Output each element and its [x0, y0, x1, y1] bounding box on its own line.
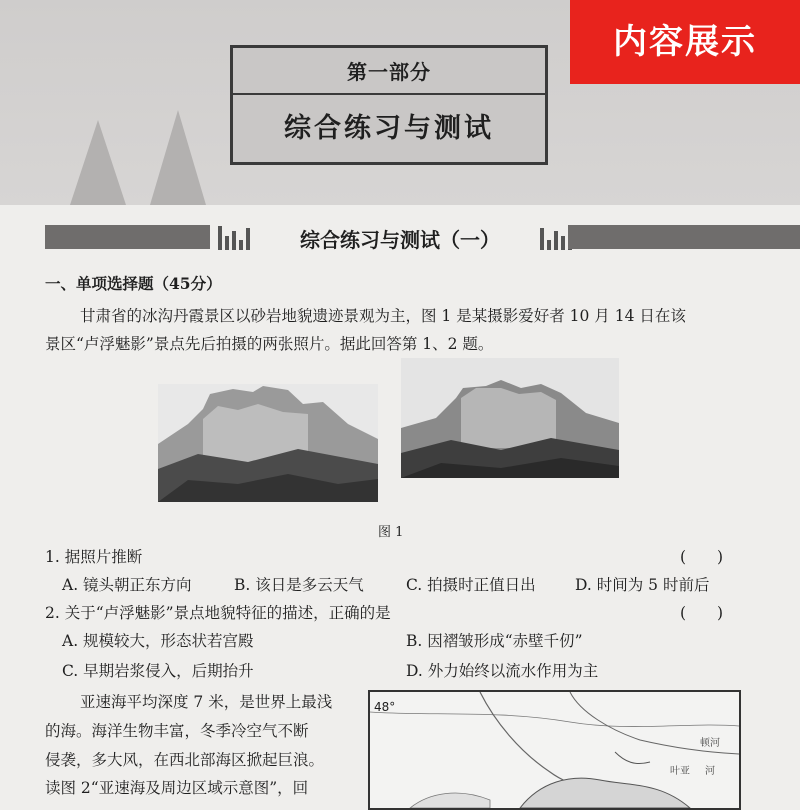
q2-stem: 2. 关于“卢浮魅影”景点地貌特征的描述，正确的是 [45, 604, 391, 622]
decorative-tree-icon [70, 120, 126, 205]
passage2-line3: 侵袭，多大风，在西北部海区掀起巨浪。 [45, 751, 325, 769]
content-display-banner: 内容展示 [570, 0, 800, 84]
decorative-tree-icon [150, 110, 206, 205]
q1-option-a: A. 镜头朝正东方向 [62, 576, 192, 594]
figure1-caption: 图 1 [378, 525, 404, 540]
map-place-label: 顿河 [700, 738, 720, 749]
part-label: 第一部分 [347, 60, 431, 84]
q2-answer-paren: ( ) [680, 604, 724, 622]
map-place-label: 叶亚 [670, 766, 690, 777]
question-type-heading: 一、单项选择题（45分） [45, 274, 222, 293]
q1-option-c: C. 拍摄时正值日出 [406, 576, 536, 594]
q1-answer-paren: ( ) [680, 548, 724, 566]
q1-option-b: B. 该日是多云天气 [234, 576, 364, 594]
q2-option-c: C. 早期岩浆侵入，后期抬升 [62, 662, 254, 680]
q2-option-a: A. 规模较大，形态状若宫殿 [62, 632, 254, 650]
q1-stem: 1. 据照片推断 [45, 548, 143, 566]
passage2-line2: 的海。海洋生物丰富，冬季冷空气不断 [45, 722, 309, 740]
map-latitude-label: 48° [374, 700, 396, 714]
q2-option-b: B. 因褶皱形成“赤壁千仞” [406, 632, 583, 650]
map-place-label: 河 [705, 766, 715, 777]
passage1-line1: 甘肃省的冰沟丹霞景区以砂岩地貌遗迹景观为主，图 1 是某摄影爱好者 10 月 14 日在该 [80, 307, 686, 325]
decorative-stripe-right [568, 225, 800, 249]
q1-option-d: D. 时间为 5 时前后 [575, 576, 710, 594]
part-header [230, 45, 548, 165]
passage2-line4: 读图 2“亚速海及周边区域示意图”，回 [45, 779, 309, 797]
passage2-line1: 亚速海平均深度 7 米，是世界上最浅 [80, 693, 333, 711]
section-title: 综合练习与测试（一） [300, 228, 500, 252]
passage1-line2: 景区“卢浮魅影”景点先后拍摄的两张照片。据此回答第 1、2 题。 [45, 335, 494, 353]
decorative-stripe-left [45, 225, 210, 249]
figure2-map [368, 690, 741, 810]
figure1-photo-right [401, 358, 619, 478]
part-title: 综合练习与测试 [284, 113, 494, 144]
q2-option-d: D. 外力始终以流水作用为主 [406, 662, 599, 680]
decorative-bars-icon [218, 226, 250, 250]
title-divider [233, 93, 545, 95]
figure1-photo-left [158, 384, 378, 502]
